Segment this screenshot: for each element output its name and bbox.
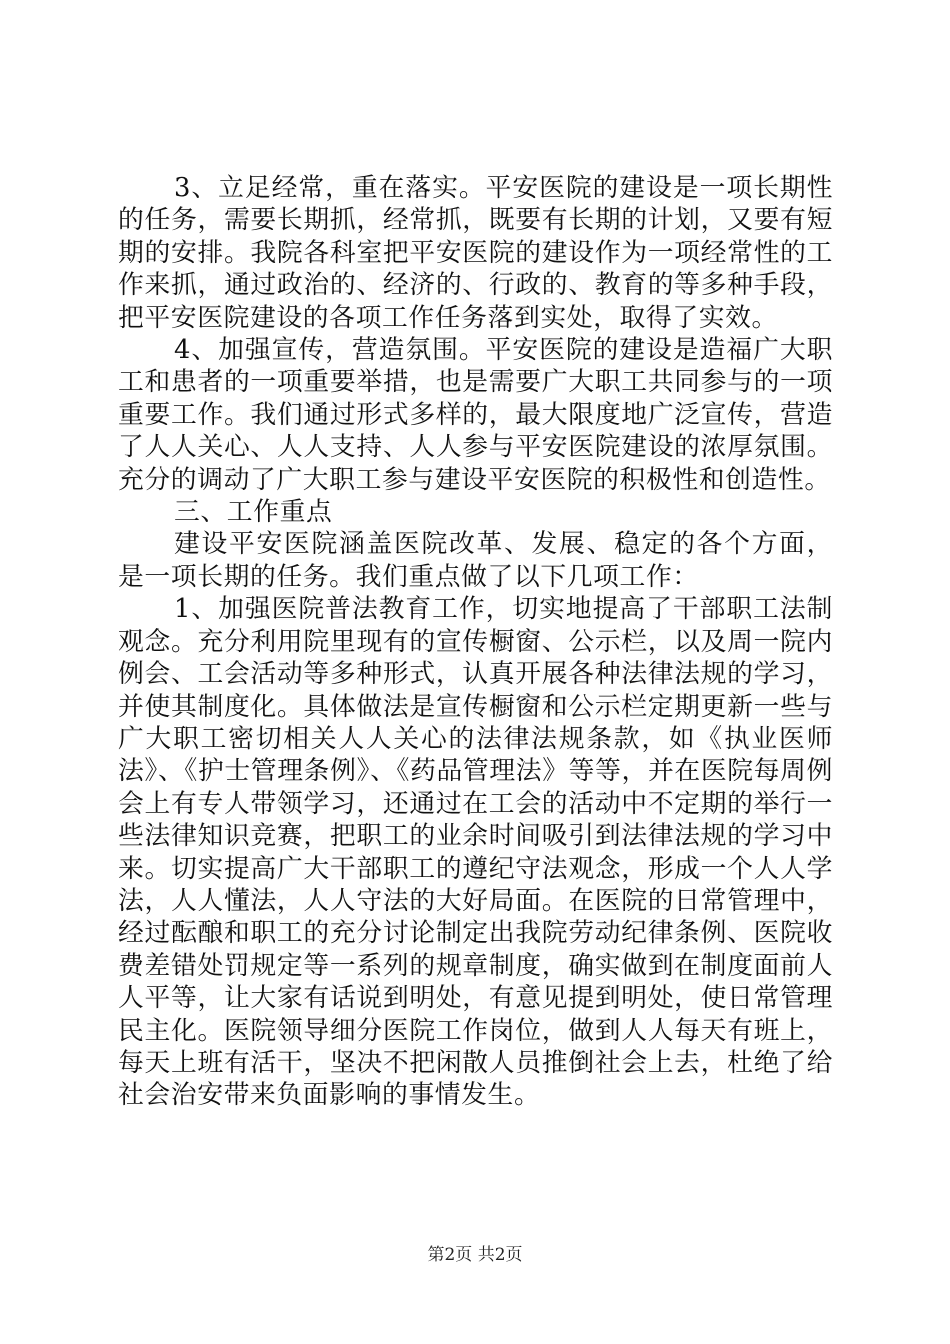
paragraph-item-3: 3、立足经常，重在落实。平安医院的建设是一项长期性的任务，需要长期抓，经常抓，既要有长期的计划，又要有短期的安排。我院各科室把平安医院的建设作为一项经常性的工作来抓，通过政治的、经济的、行政的、教育的等多种手段，把平安医院建设的各项工作任务落到实处，取得了实效。	[118, 173, 833, 333]
section-heading-work-focus: 三、工作重点	[174, 497, 333, 528]
paragraph-item-1: 1、加强医院普法教育工作，切实地提高了干部职工法制观念。充分利用院里现有的宣传橱窗、公示栏，以及周一院内例会、工会活动等多种形式，认真开展各种法律法规的学习，并使其制度化。具体做法是宣传橱窗和公示栏定期更新一些与广大职工密切相关人人关心的法律法规条款，如《执业医师法》、《护士管理条例》、《药品管理法》等等，并在医院每周例会上有专人带领学习，还通过在工会的活动中不定期的举行一些法律知识竞赛，把职工的业余时间吸引到法律法规的学习中来。切实提高广大干部职工的遵纪守法观念，形成一个人人学法，人人懂法，人人守法的大好局面。在医院的日常管理中，经过酝酿和职工的充分讨论制定出我院劳动纪律条例、医院收费差错处罚规定等一系列的规章制度，确实做到在制度面前人人平等，让大家有话说到明处，有意见提到明处，使日常管理民主化。医院领导细分医院工作岗位，做到人人每天有班上，每天上班有活干，坚决不把闲散人员推倒社会上去，杜绝了给社会治安带来负面影响的事情发生。	[118, 594, 833, 1111]
document-body	[118, 172, 833, 1112]
page-footer: 第2页 共2页	[427, 1245, 523, 1265]
paragraph-section-intro: 建设平安医院涵盖医院改革、发展、稳定的各个方面，是一项长期的任务。我们重点做了以下几项工作：	[118, 529, 833, 592]
paragraph-item-4: 4、加强宣传，营造氛围。平安医院的建设是造福广大职工和患者的一项重要举措，也是需要广大职工共同参与的一项重要工作。我们通过形式多样的，最大限度地广泛宣传，营造了人人关心、人人支持、人人参与平安医院建设的浓厚氛围。充分的调动了广大职工参与建设平安医院的积极性和创造性。	[118, 335, 833, 495]
